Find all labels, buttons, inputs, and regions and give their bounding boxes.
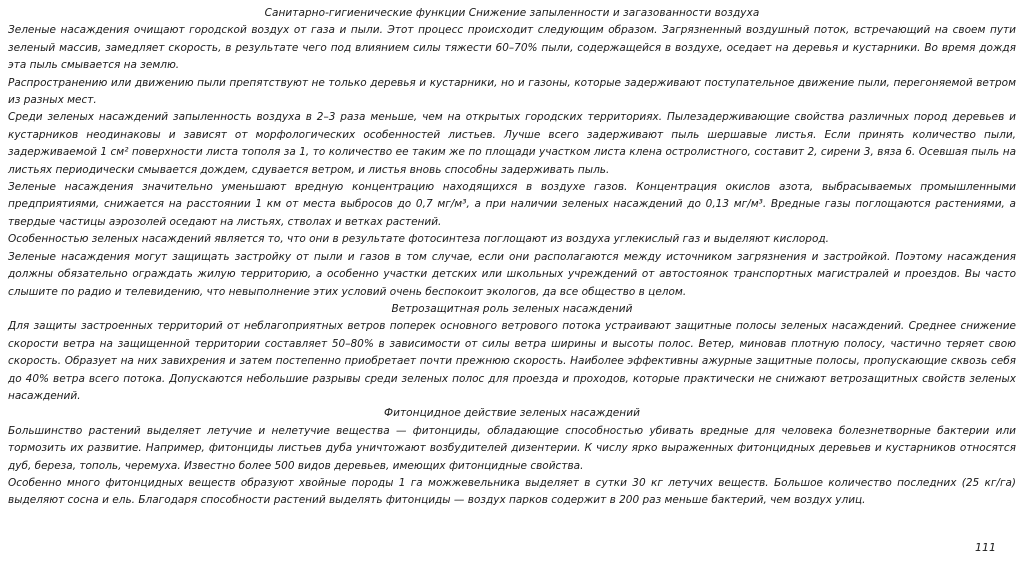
paragraph: Большинство растений выделяет летучие и нелетучие вещества — фитонциды, обладающие способностью убивать вредные для человека болезнетворные бактерии или тормозить их развитие. Например, фитонциды листьев дуба уничтожают возбудителей дизентерии. К числу ярко выраженных фитонцидных деревьев и кустарников относятся дуб, береза, тополь, черемуха. Известно более 500 видов деревьев, имеющих фитонцидные свойства. [8, 424, 1016, 472]
section-title: Санитарно-гигиенические функции Снижение запыленности и загазованности воздуха [264, 7, 760, 19]
paragraph: Зеленые насаждения значительно уменьшают вредную концентрацию находящихся в воздухе газов. Концентрация окислов азота, выбрасываемых промышленными предприятиями, снижается на расстоянии 1 км от места выбросов до 0,7 мг/м³, а при наличии зеленых насаждений до 0,13 мг/м³. Вредные газы поглощаются растениями, а твердые частицы аэрозолей оседают на листьях, стволах и ветках растений. [8, 181, 1016, 228]
section-title: Ветрозащитная роль зеленых насаждений [391, 302, 633, 315]
paragraph: Зеленые насаждения очищают городской воздух от газа и пыли. Этот процесс происходит следующим образом. Загрязненный воздушный поток, встречающий на своем пути зеленый массив, замедляет скорость, в результате чего под влиянием силы тяжести 60–70% пыли, содержащейся в воздухе, оседает на деревья и кустарники. Во время дождя эта пыль смывается на землю. [8, 24, 1016, 72]
paragraph: Распространению или движению пыли препятствуют не только деревья и кустарники, но и газоны, которые задерживают поступательное движение пыли, перегоняемой ветром из разных мест. [8, 76, 1016, 107]
paragraph: Особенно много фитонцидных веществ образуют хвойные породы 1 га можжевельника выделяет в сутки 30 кг летучих веществ. Большое количество последних (25 кг/га) выделяют сосна и ель. Благодаря способности растений выделять фитонциды — воздух парков содержит в 200 раз меньше бактерий, чем воздух улиц. [8, 476, 1016, 507]
section-title: Фитонцидное действие зеленых насаждений [384, 407, 640, 420]
paragraph: Особенностью зеленых насаждений является то, что они в результате фотосинтеза поглощают из воздуха углекислый газ и выделяют кислород. [8, 233, 829, 246]
paragraph: Зеленые насаждения могут защищать застройку от пыли и газов в том случае, если они располагаются между источником загрязнения и застройкой. Поэтому насаждения должны обязательно ограждать жилую территорию, а особенно участки детских или школьных учреждений от автостоянок транспортных магистралей и проездов. Вы часто слышите по радио и телевидению, что невыполнение этих условий очень беспокоит экологов, да все общество в целом. [8, 250, 1016, 298]
page-number: 111 [975, 541, 996, 554]
paragraph: Для защиты застроенных территорий от неблагоприятных ветров поперек основного ветрового потока устраивают защитные полосы зеленых насаждений. Среднее снижение скорости ветра на защищенной территории составляет 50–80% в зависимости от силы ветра ширины и высоты полос. Ветер, миновав плотную полосу, частично теряет свою скорость. Образует на них завихрения и затем постепенно приобретает почти прежнюю скорость. Наиболее эффективны ажурные защитные полосы, пропускающие сквозь себя до 40% ветра всего потока. Допускаются небольшие разрывы среди зеленых полос для проезда и проходов, которые практически не снижают ветрозащитных свойств зеленых насаждений. [8, 320, 1016, 402]
page-content [8, 5, 1016, 510]
paragraph: Среди зеленых насаждений запыленность воздуха в 2–3 раза меньше, чем на открытых городских территориях. Пылезадерживающие свойства различных пород деревьев и кустарников неодинаковы и зависят от морфологических особенностей листьев. Лучше всего задерживают пыль шершавые листья. Если принять количество пыли, задерживаемой 1 см² поверхности листа тополя за 1, то количество ее таким же по площади участком листа клена остролистного, составит 2, сирени 3, вяза 6. Осевшая пыль на листьях периодически смывается дождем, сдувается ветром, и листья вновь способны задерживать пыль. [8, 111, 1016, 176]
